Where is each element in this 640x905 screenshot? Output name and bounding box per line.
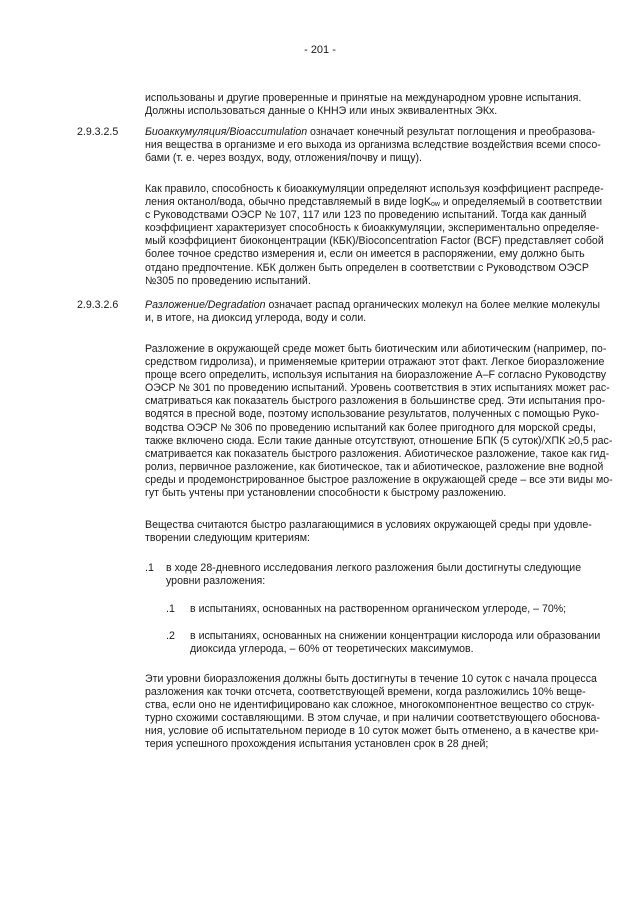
definition-text: означает распад органических молекул на более мелкие молекулы (265, 299, 601, 311)
text-line: Должны использоваться данные о КННЭ или иных эквивалентных ЭКх. (145, 105, 498, 118)
text-line: в испытаниях, основанных на снижении концентрации кислорода или образовании (190, 630, 601, 642)
text-line: Эти уровни биоразложения должны быть достигнуты в течение 10 суток с начала процесса (145, 673, 597, 685)
text-line: более точное средство измерения и, если он имеется в распоряжении, ему должно быть (145, 248, 585, 261)
text-line: сматриваться как показатель быстрого разложения в большинстве сред. Эти испытания про- (145, 395, 606, 408)
text-line: с Руководствами ОЭСР № 107, 117 или 123 по проведению испытаний. Тогда как данный (145, 209, 587, 222)
text-line: средством гидролиза), и применяемые критерии отражают этот факт. Легкое биоразложение (145, 356, 605, 369)
text-line: ролиз, первичное разложение, как биотическое, так и абиотическое, разложение вне водной (145, 460, 604, 473)
text-line: ния, условие об испытательном периоде в 10 суток может быть отменено, а в качестве кри- (145, 725, 599, 738)
text-line: также включено сюда. Если такие данные отсутствуют, отношение БПК (5 суток)/ХПК ≥0,5 рас- (145, 434, 613, 447)
subscript: ow (431, 201, 440, 209)
text-line: творении следующим критериям: (145, 532, 310, 545)
text-line: Разложение в окружающей среде может быть биотическим или абиотическим (например, по- (145, 343, 607, 355)
list-marker: .2 (166, 630, 175, 642)
definition-bioaccumulation (145, 126, 601, 165)
text-line: №305 по проведению испытаний. (145, 274, 311, 287)
text-line: мый коэффициент биоконцентрации (КБК)/Bioconcentration Factor (BCF) представляет собой (145, 235, 604, 248)
text-line: ния вещества в организме и его выхода из организма вследствие воздействия всеми спосо- (145, 139, 601, 152)
text-line: отдано предпочтение. КБК должен быть определен в соответствии с Руководством ОЭСР (145, 261, 589, 274)
text-line: диоксида углерода, – 60% от теоретических максимумов. (190, 643, 474, 656)
text-line: разложения как точки отсчета, соответствующей времени, когда разложились 10% веще- (145, 686, 586, 699)
text-line: бами (т. е. через воздух, воду, отложения/почву и пищу). (145, 152, 422, 165)
paragraph-bioaccumulation-method (145, 183, 604, 288)
section-number: 2.9.3.2.5 (77, 126, 119, 138)
text-line: и, в итоге, на диоксид углерода, воду и соли. (145, 312, 367, 325)
definition-text: означает конечный результат поглощения и преобразова- (307, 126, 596, 138)
text-line: проще всего определить, используя испытания на биоразложение A–F согласно Руководству (145, 369, 607, 382)
sub-criterion-item (190, 603, 567, 616)
term: Биоаккумуляция/Bioaccumulation (145, 126, 308, 138)
criterion-item (166, 562, 582, 588)
text-line: терия успешного прохождения испытания установлен срок в 28 дней; (145, 738, 489, 751)
paragraph-biodegradation-window (145, 673, 600, 752)
text-line: ОЭСР № 301 по проведению испытаний. Уровень соответствия в этих испытаниях может рас- (145, 382, 610, 395)
sub-criterion-item (190, 630, 601, 656)
text-line: сматривается как показатель быстрого разложения. Абиотическое разложение, такое как гид- (145, 447, 610, 460)
text-fragment: ления октанол/вода, обычно представляемый в виде logK (145, 196, 432, 209)
section-number: 2.9.3.2.6 (77, 299, 119, 311)
text-line: использованы и другие проверенные и принятые на международном уровне испытания. (145, 92, 582, 104)
text-line: в испытаниях, основанных на растворенном органическом углероде, – 70%; (190, 603, 567, 615)
term: Разложение/Degradation (145, 299, 266, 311)
text-line: ства, если оно не идентифицировано как сложное, многокомпонентное вещество со струк- (145, 699, 595, 712)
definition-degradation (145, 299, 601, 325)
text-line: в ходе 28-дневного исследования легкого разложения были достигнуты следующие (166, 562, 582, 574)
text-line: водятся в пресной воде, поэтому использование результатов, полученных с помощью Руко- (145, 408, 600, 421)
text-line: среды и продемонстрированное быстрое разложение в окружающей среде – все эти виды мо- (145, 473, 613, 486)
text-line: турно схожими составляющими. В этом случае, и при наличии соответствующего обоснова- (145, 712, 600, 725)
intro-paragraph (145, 92, 582, 118)
page-number: - 201 - (304, 44, 336, 56)
text-line: Как правило, способность к биоаккумуляции определяют используя коэффициент распреде- (145, 183, 604, 195)
text-fragment: и определяемый в соответствии (439, 196, 603, 209)
list-marker: .1 (145, 562, 154, 574)
paragraph-degradation-environment (145, 343, 613, 500)
text-line: коэффициент характеризует способность к биоаккумуляции, экспериментально определяе- (145, 222, 600, 235)
text-line: уровни разложения: (166, 575, 266, 588)
list-marker: .1 (166, 603, 175, 615)
text-line: Вещества считаются быстро разлагающимися в условиях окружающей среды при удовле- (145, 519, 592, 531)
text-line: водства ОЭСР № 306 по проведению испытаний как более пригодного для морской среды, (145, 421, 596, 434)
paragraph-criteria-intro (145, 519, 592, 545)
text-line: гут быть учтены при установлении способности к быстрому разложению. (145, 487, 507, 500)
